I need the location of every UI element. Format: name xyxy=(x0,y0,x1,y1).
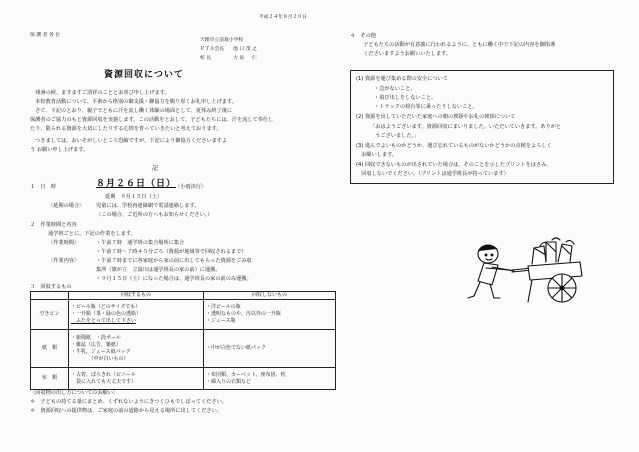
collect-cell xyxy=(69,368,204,390)
intro-line: う お願い申し上げます。 xyxy=(30,147,89,153)
ki-heading: 記 xyxy=(152,165,159,172)
table-row xyxy=(31,330,336,368)
guidance-1b: ・飛び出しをしないこと。 xyxy=(374,95,437,101)
sender-pta-name: 池 口 茂 之 xyxy=(233,47,257,52)
guidance-3: (3) 進んでよいものかどうか、運び忘れているものがないかどうかの点検をよろしく xyxy=(356,143,552,149)
note-1: ＊ 子どもの持てる量にまとめ、くずれないようにきつくひもでしばってください。 xyxy=(30,399,227,405)
notes-title: 〈回収物の出し方についてのお願い〉 xyxy=(30,390,119,396)
guidance-4: (4) 回収できないものが出されていた場合は、そのことを示したプリントをはさみ、 xyxy=(356,162,552,168)
work-time-2: ・午前７時〜７時４５分ごろ（資源が地域等で回収されるまで） xyxy=(96,249,247,255)
sender-principal-role: 校 長 xyxy=(200,56,212,61)
not-collect-item: ・中が白色でない紙パック xyxy=(206,345,267,351)
work-content-3: ・９月１５日（土）になった場合は、通学班長の家の前のみ運搬。 xyxy=(96,276,252,282)
collection-table xyxy=(30,291,336,390)
sec2-lead: 通学班ごとに、下記の作業をします。 xyxy=(48,231,136,237)
child-cart-illustration xyxy=(462,222,594,310)
guidance-2: (2) 資源を出していただいた家庭への朝の挨拶やお礼の挨拶について xyxy=(356,114,516,120)
collect-cell xyxy=(69,300,204,330)
collect-item: ・雑誌（広告、雑紙） xyxy=(71,341,122,348)
collect-item: 袋に入れても大丈夫です） xyxy=(71,378,137,385)
table-header-row xyxy=(31,292,336,300)
collect-item: ・ビール瓶（どのサイズでも） xyxy=(71,304,141,310)
event-date: ８月２６日（日） xyxy=(96,179,177,189)
sec4-label: ４ その他 xyxy=(350,33,376,39)
guidance-2a: 「おはようございます。資源回収にまいりました。いただいていきます。ありがと xyxy=(370,124,562,130)
table-row xyxy=(31,368,336,390)
row-category: 布 類 xyxy=(31,368,69,390)
sender-school: 天理市立前栽小学校 xyxy=(200,38,244,43)
collect-item: ・牛乳、ジュース紙パック xyxy=(71,348,131,355)
event-time-note: 〈小雨決行〉 xyxy=(175,184,207,190)
work-content-label: 〈作業内容〉 xyxy=(48,258,80,264)
contact-text: 児童には、学校再連絡網で電話連絡します。 xyxy=(96,203,200,209)
row-category: 紙 類 xyxy=(31,330,69,368)
sec1-label: １ 日 時 xyxy=(30,184,56,190)
collect-item: ・古着、ぼろきれ（ビニール xyxy=(71,371,136,378)
not-collect-cell xyxy=(204,300,336,330)
guidance-3a: お願いします。 xyxy=(356,152,398,158)
postpone-date: 延期 ９月１５日（土） xyxy=(105,194,163,200)
sec4-line-1: 子どもたちの活動が有意義に行われるように、ともに働く中で下記の内容を御指導 xyxy=(358,42,556,48)
guidance-1: (1) 資源を運び集める際の安全について xyxy=(356,76,448,82)
not-collect-item: ・ジュース瓶 xyxy=(206,318,236,324)
addressee: 保 護 者 各 位 xyxy=(30,33,61,38)
work-content-2: 集所（旗が立 立設川は通学班長の家の前）に運搬。 xyxy=(96,267,221,273)
contact-label: 〈延期の場合〉 xyxy=(48,203,85,209)
collect-item: ・一升瓶（茶・緑の色の透瓶） xyxy=(71,311,142,317)
not-collect-cell xyxy=(204,368,336,390)
header-not-collect: 回収しないもの xyxy=(204,292,336,300)
guidance-4a: 回収しないでください。（プリントは通学班長が持っています） xyxy=(356,171,509,177)
header-collect: 回収するもの xyxy=(69,292,204,300)
contact-note: （この場合、ご近所の方へもお知らせください。） xyxy=(96,212,213,218)
sec2-label: ２ 作業時間と内容 xyxy=(30,222,77,228)
table-row xyxy=(31,300,336,330)
guidance-1c: ・トラックの荷台等に乗ったりしないこと。 xyxy=(374,104,478,110)
guidance-2b: うございました。」 xyxy=(370,133,420,139)
not-collect-item: ・綿入りの衣類など xyxy=(206,378,252,385)
intro-line: さて、下記のとおり、親子でともに汗を流し働く体験の場面として、夏休み終了後に xyxy=(30,108,233,114)
collect-item: （中が白いもの） xyxy=(71,355,129,362)
work-time-label: 〈作業時間〉 xyxy=(48,240,80,246)
sec4-line-2: くださいますようお願いいたします。 xyxy=(358,51,451,57)
guidance-1a: ・急がないこと。 xyxy=(374,86,416,92)
collect-item: ふたをとって出して下さい xyxy=(71,318,136,324)
intro-line: 残暑の候、ますますご清祥のこととお喜び申し上げます。 xyxy=(30,90,170,96)
work-time-1: ・午前７時 通学班の集合場所に集合 xyxy=(96,240,185,246)
collect-item: ・新聞紙 ・段ボール xyxy=(71,334,121,341)
sec3-label: ３ 回収するもの xyxy=(30,284,72,290)
intro-line: 本校教育活動について、平素から格別の御支援・御協力を賜り厚くお礼申し上げます。 xyxy=(30,99,237,105)
not-collect-item: ・洋ビールの瓶 xyxy=(206,304,241,310)
sender-pta-role: ＰＴＡ会長 xyxy=(200,47,224,52)
intro-line: つきましては、おいそがしいところ恐縮ですが、下記により御協力くださいますよ xyxy=(30,138,228,144)
intro-line: 保護者のご協力のもと資源回収を実施します。この活動をとおして、子どもたちには、汗を流して奉仕し xyxy=(30,117,274,123)
issue-date: 平成２４年８月２０日 xyxy=(259,15,307,20)
work-content-1: ・午前７時までに各家庭から家の前に出してもらった資源をごみ収 xyxy=(96,258,252,264)
note-2: ＊ 資源回収への提供物は、ご家庭の前の道路から見える場所に出してください。 xyxy=(30,408,222,414)
row-category: 空きビン xyxy=(31,300,69,330)
not-collect-item: ・透明なものや、汚以外の一升瓶 xyxy=(206,311,281,317)
intro-line: たり、限られる資源を大切にしたりする心情を育っていきたいと考えております。 xyxy=(30,126,222,132)
page-title: 資源回収について xyxy=(104,70,184,80)
sender-principal-name: 大 泉 仁 xyxy=(233,56,257,61)
collect-cell xyxy=(69,330,204,368)
not-collect-cell xyxy=(204,330,336,368)
not-collect-item: ・布団類、カーペット、座布団、枕 xyxy=(206,371,286,378)
